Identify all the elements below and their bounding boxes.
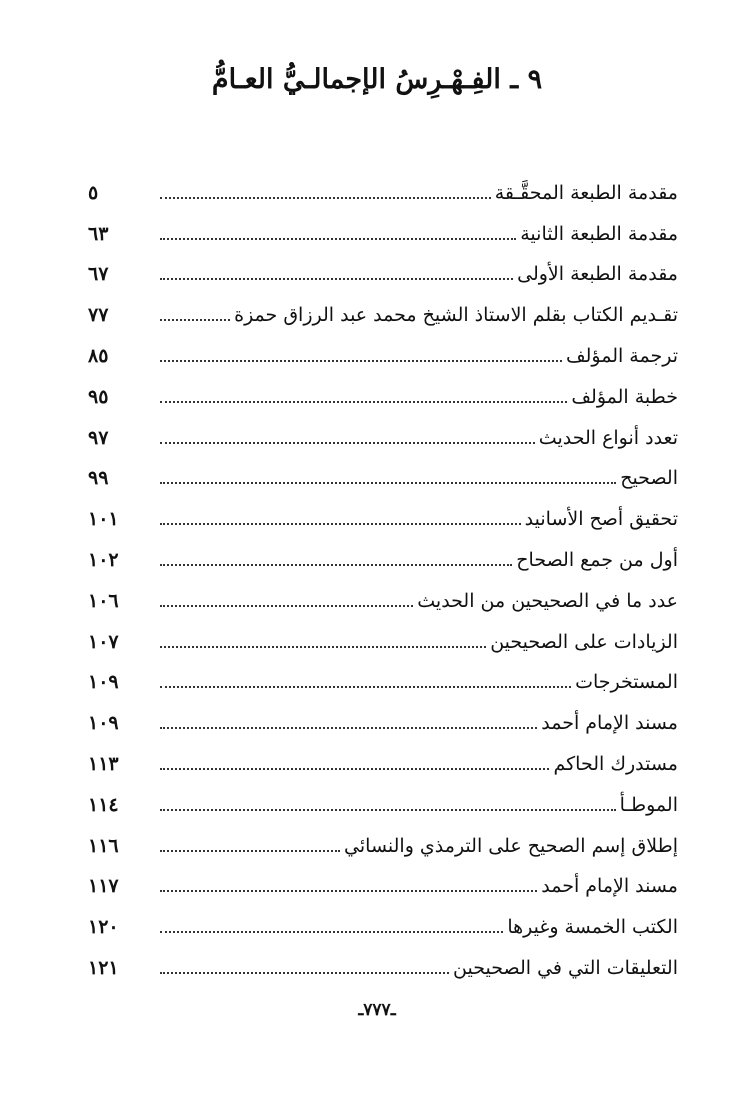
toc-leader-dots (160, 890, 537, 892)
toc-entry (88, 819, 678, 860)
toc-entry (88, 615, 678, 656)
toc-entry-page: ٨٥ (88, 344, 109, 367)
toc-leader-dots (160, 319, 230, 321)
toc-entry (88, 900, 678, 941)
toc-entry (88, 778, 678, 819)
toc-entry-page: ٩٧ (88, 426, 109, 449)
toc-entry-title: الموطـأ (619, 793, 678, 816)
toc-entry-page: ١٠١ (88, 508, 119, 531)
toc-leader-dots (160, 238, 516, 240)
toc-entry (88, 207, 678, 248)
toc-entry-title: الكتب الخمسة وغيرها (507, 916, 678, 939)
toc-entry (88, 656, 678, 697)
toc-entry-title: مقدمة الطبعة المحقَّـقة (494, 181, 678, 204)
toc-entry-title: عدد ما في الصحيحين من الحديث (417, 589, 678, 612)
toc-entry-page: ٦٣ (88, 222, 109, 245)
toc-entry-title: مسند الإمام أحمد (541, 875, 678, 898)
toc-entry (88, 533, 678, 574)
toc-entry-page: ١٠٢ (88, 548, 119, 571)
toc-entry-page: ١٢١ (88, 956, 119, 979)
toc-entry-title: إطلاق إسم الصحيح على الترمذي والنسائي (344, 834, 678, 857)
toc-entry-page: ١١٤ (88, 793, 119, 816)
toc-entry-page: ١٠٦ (88, 589, 119, 612)
toc-entry-page: ٩٩ (88, 467, 109, 490)
toc-entry-title: مستدرك الحاكم (553, 752, 678, 775)
toc-entry-page: ١٠٩ (88, 712, 119, 735)
toc-leader-dots (160, 972, 449, 974)
toc-entry-page: ٦٧ (88, 263, 109, 286)
toc-entry (88, 574, 678, 615)
toc-entry-page: ٩٥ (88, 385, 109, 408)
toc-entry-page: ٥ (88, 181, 99, 204)
toc-entry-title: المستخرجات (575, 671, 678, 694)
toc-leader-dots (160, 523, 521, 525)
toc-leader-dots (160, 646, 486, 648)
toc-entry-title: الصحيح (620, 467, 678, 490)
toc-entry (88, 452, 678, 493)
toc-entry-title: خطبة المؤلف (571, 385, 678, 408)
toc-entry (88, 492, 678, 533)
toc-entry-page: ١٢٠ (88, 916, 119, 939)
toc-entry (88, 860, 678, 901)
toc-entry-page: ١١٣ (88, 752, 119, 775)
toc-leader-dots (160, 564, 512, 566)
toc-entry-title: تقـديم الكتاب بقلم الاستاذ الشيخ محمد عبد الرزاق حمزة (234, 304, 678, 327)
toc-entry-title: التعليقات التي في الصحيحين (453, 956, 678, 979)
toc-leader-dots (160, 850, 340, 852)
toc-leader-dots (160, 686, 571, 688)
toc-entry (88, 411, 678, 452)
toc-entry (88, 248, 678, 289)
page-number: ـ٧٧٧ـ (358, 1000, 396, 1020)
toc-entry-title: أول من جمع الصحاح (516, 548, 678, 571)
toc-leader-dots (160, 197, 491, 199)
page-title: ٩ ـ الفِـهْـرِسُ الإجمالـيُّ العـامُّ (211, 64, 543, 95)
toc-leader-dots (160, 605, 413, 607)
toc-entry-title: مقدمة الطبعة الأولى (517, 263, 678, 286)
toc-leader-dots (160, 360, 562, 362)
toc-leader-dots (160, 768, 549, 770)
toc-entry-title: الزيادات على الصحيحين (490, 630, 678, 653)
toc-leader-dots (160, 442, 535, 444)
toc-entry-page: ١٠٩ (88, 671, 119, 694)
toc-entry-title: تحقيق أصح الأسانيد (524, 508, 678, 531)
toc-entry-page: ١١٧ (88, 875, 119, 898)
toc-leader-dots (160, 931, 503, 933)
toc-entry (88, 329, 678, 370)
toc-entry-title: ترجمة المؤلف (565, 344, 678, 367)
toc-leader-dots (160, 401, 567, 403)
toc-entry (88, 696, 678, 737)
toc-entry-page: ١١٦ (88, 834, 119, 857)
toc-leader-dots (160, 809, 616, 811)
toc-entry (88, 288, 678, 329)
toc-entry-title: تعدد أنواع الحديث (538, 426, 678, 449)
toc-leader-dots (160, 482, 616, 484)
table-of-contents (88, 166, 678, 982)
toc-entry-title: مسند الإمام أحمد (541, 712, 678, 735)
toc-entry-page: ١٠٧ (88, 630, 119, 653)
toc-entry (88, 941, 678, 982)
toc-entry-title: مقدمة الطبعة الثانية (520, 222, 678, 245)
toc-entry (88, 166, 678, 207)
toc-leader-dots (160, 278, 513, 280)
toc-entry-page: ٧٧ (88, 304, 109, 327)
toc-entry (88, 370, 678, 411)
toc-entry (88, 737, 678, 778)
toc-leader-dots (160, 727, 537, 729)
